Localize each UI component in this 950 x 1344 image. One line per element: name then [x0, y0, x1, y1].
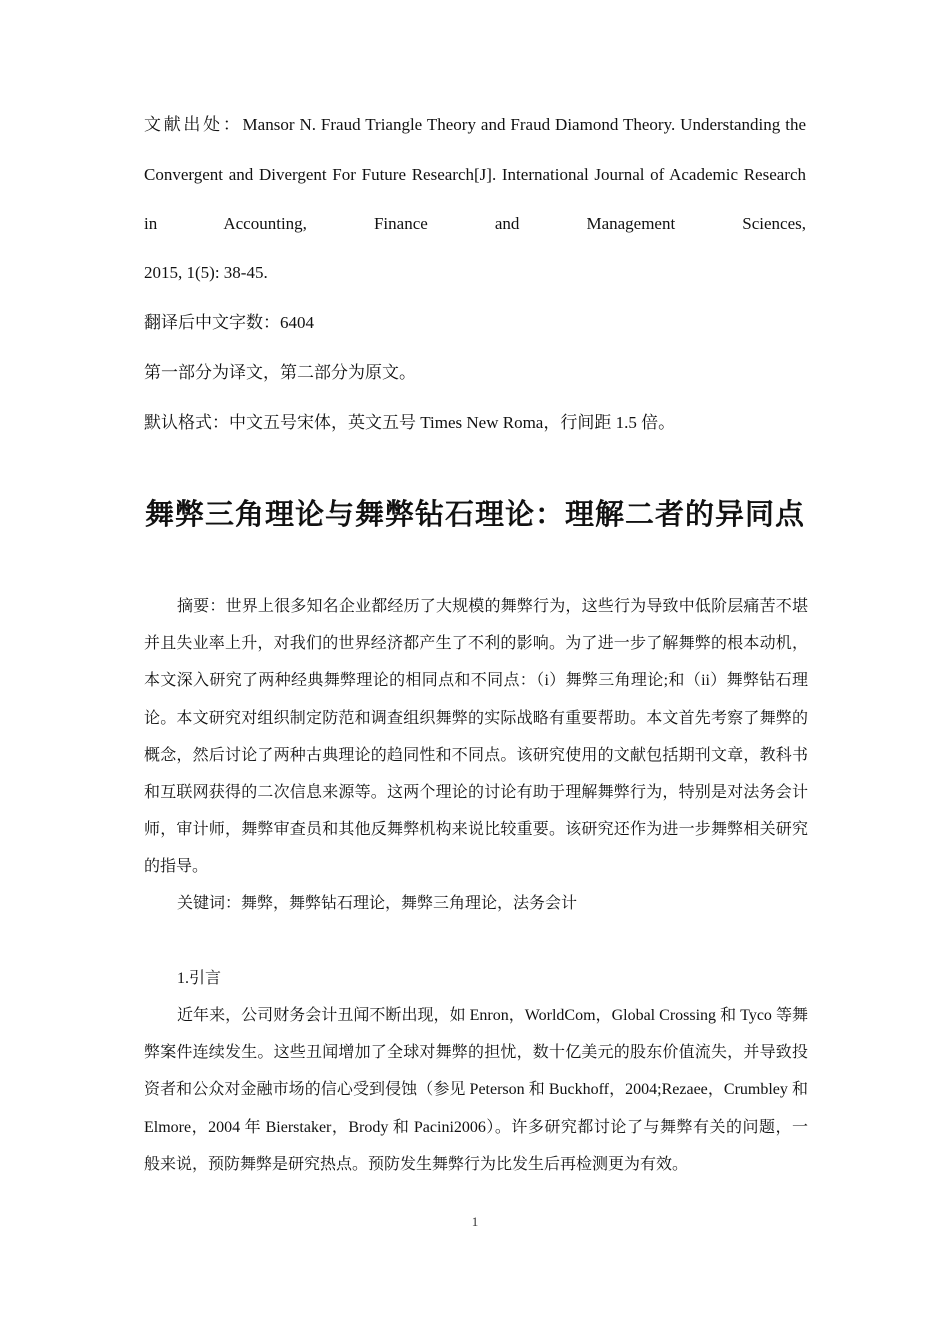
keywords-section	[144, 885, 808, 922]
source-text: Mansor N. Fraud Triangle Theory and Fraud Diamond Theory. Understanding the Convergent and Divergent For Future Research[J]. International Journal of Academic Research in Accounting, Finance and Management Sciences,	[144, 115, 806, 233]
format-note: 默认格式：中文五号宋体，英文五号 Times New Roma，行间距 1.5 倍。	[144, 413, 676, 432]
introduction-section	[144, 997, 808, 1183]
keywords-line: 关键词：舞弊，舞弊钻石理论，舞弊三角理论，法务会计	[177, 895, 578, 912]
abstract-section	[144, 588, 808, 886]
abstract-paragraph: 摘要：世界上很多知名企业都经历了大规模的舞弊行为，这些行为导致中低阶层痛苦不堪并且失业率上升，对我们的世界经济都产生了不利的影响。为了进一步了解舞弊的根本动机，本文深入研究了两种经典舞弊理论的相同点和不同点：（i）舞弊三角理论;和（ii）舞弊钻石理论。本文研究对组织制定防范和调查组织舞弊的实际战略有重要帮助。本文首先考察了舞弊的概念，然后讨论了两种古典理论的趋同性和不同点。该研究使用的文献包括期刊文章，教科书和互联网获得的二次信息来源等。这两个理论的讨论有助于理解舞弊行为，特别是对法务会计师，审计师，舞弊审查员和其他反舞弊机构来说比较重要。该研究还作为进一步舞弊相关研究的指导。	[144, 598, 808, 876]
parts-note: 第一部分为译文，第二部分为原文。	[144, 363, 416, 382]
document-title: 舞弊三角理论与舞弊钻石理论：理解二者的异同点	[144, 497, 805, 531]
source-label: 文献出处：	[144, 115, 243, 134]
word-count-note: 翻译后中文字数：6404	[144, 313, 314, 332]
source-citation-tail: 2015, 1(5): 38-45.	[144, 263, 268, 282]
page-number: 1	[471, 1214, 479, 1229]
intro-paragraph: 近年来，公司财务会计丑闻不断出现，如 Enron，WorldCom，Global Crossing 和 Tyco 等舞弊案件连续发生。这些丑闻增加了全球对舞弊的担忧，数十亿美元的股东价值流失，并导致投资者和公众对金融市场的信心受到侵蚀（参见 Peterson 和 Buckhoff，2004;Rezaee，Crumbley 和 Elmore，2004 年 Bierstaker，Brody 和 Pacini2006）。许多研究都讨论了与舞弊有关的问题，一般来说，预防舞弊是研究热点。预防发生舞弊行为比发生后再检测更为有效。	[144, 1007, 808, 1173]
section-heading-block	[144, 960, 808, 997]
section-heading: 1.引言	[177, 970, 222, 987]
source-citation	[144, 100, 806, 249]
